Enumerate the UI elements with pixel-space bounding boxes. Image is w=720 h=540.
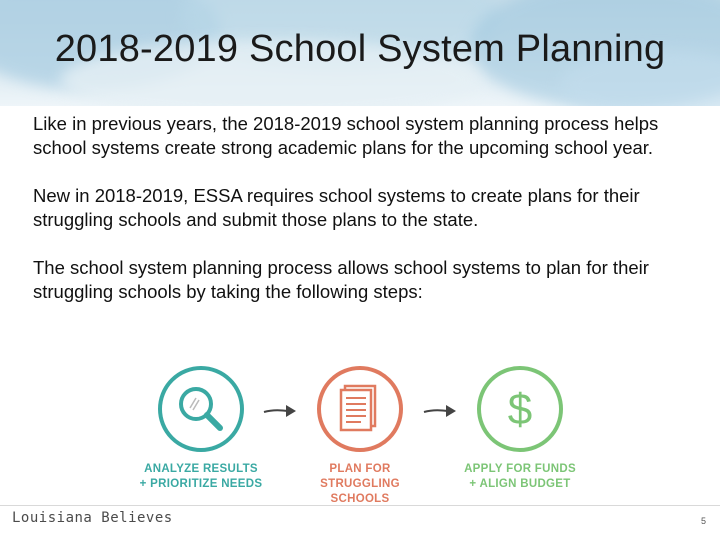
step-plan [280,360,440,507]
page-title: 2018-2019 School System Planning [54,28,666,70]
step-3-line-1: APPLY FOR FUNDS [464,463,576,475]
steps-diagram [0,360,720,505]
step-apply [440,360,600,492]
header-banner [0,0,720,106]
step-2-line-1: PLAN FOR [329,463,391,475]
paragraph-2: New in 2018-2019, ESSA requires school systems to create plans for their struggling schools and submit those plans to the state. [33,185,640,230]
magnifier-icon [158,366,244,452]
footer-logo: Louisiana Believes [12,510,173,526]
paragraph-1: Like in previous years, the 2018-2019 school system planning process helps school systems create strong academic plans for the upcoming school year. [33,113,659,158]
page-number: 5 [700,516,706,526]
document-icon [317,366,403,452]
body-text [33,112,693,328]
dollar-icon [477,366,563,452]
svg-text:$: $ [507,385,533,434]
step-2-line-2: STRUGGLING [320,478,400,490]
step-1-line-1: ANALYZE RESULTS [144,463,258,475]
step-2-line-3: SCHOOLS [330,493,390,505]
paragraph-3: The school system planning process allows school systems to plan for their struggling schools by taking the following steps: [33,257,649,302]
step-1-line-2: + PRIORITIZE NEEDS [139,478,263,490]
footer-divider [0,505,720,506]
step-analyze [121,360,281,492]
step-3-line-2: + ALIGN BUDGET [469,478,571,490]
